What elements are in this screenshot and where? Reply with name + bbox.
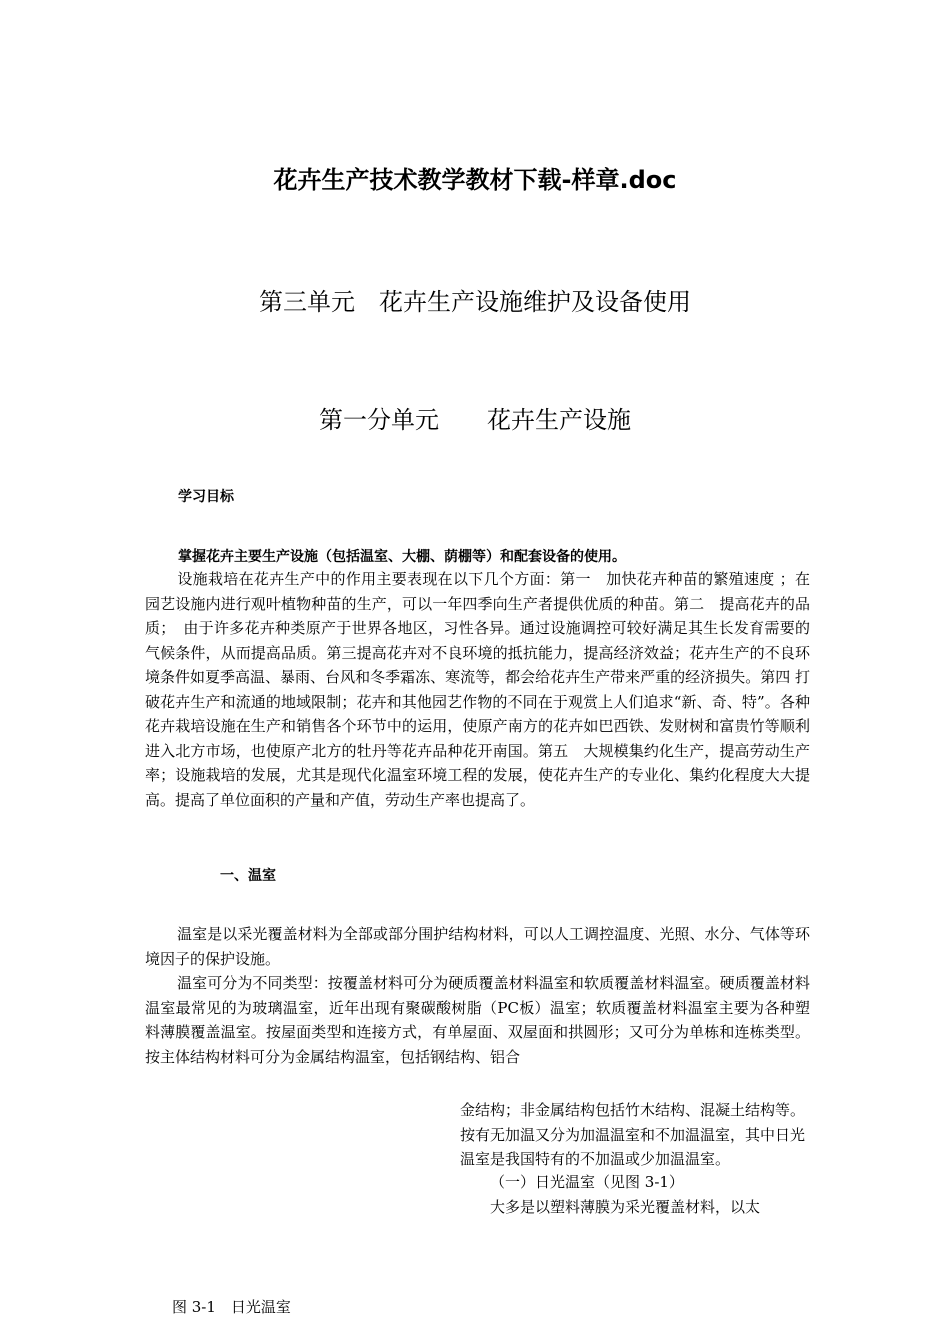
subsection-heading-solar-greenhouse: （一）日光温室（见图 3-1） <box>490 1173 684 1191</box>
unit-heading: 第三单元 花卉生产设施维护及设备使用 <box>259 288 691 316</box>
paragraph-solar-greenhouse: 大多是以塑料薄膜为采光覆盖材料，以太 <box>490 1198 761 1216</box>
subunit-heading: 第一分单元 花卉生产设施 <box>319 406 631 434</box>
paragraph-greenhouse-definition <box>145 922 810 971</box>
figure-caption: 图 3-1 日光温室 <box>172 1298 291 1316</box>
paragraph-text: 温室可分为不同类型：按覆盖材料可分为硬质覆盖材料温室和软质覆盖材料温室。硬质覆盖材料温室最常见的为玻璃温室，近年出现有聚碳酸树脂（PC板）温室；软质覆盖材料温室主要为各种塑料薄膜覆盖温室。按屋面类型和连接方式，有单屋面、双屋面和拱圆形；又可分为单栋和连栋类型。按主体结构材料可分为金属结构温室，包括钢结构、铝合 <box>145 974 810 1066</box>
paragraph-greenhouse-types-continued: 金结构；非金属结构包括竹木结构、混凝土结构等。按有无加温又分为加温温室和不加温温室，其中日光温室是我国特有的不加温或少加温温室。 <box>460 1101 806 1168</box>
paragraph-text: 温室是以采光覆盖材料为全部或部分围护结构材料，可以人工调控温度、光照、水分、气体等环境因子的保护设施。 <box>145 925 810 968</box>
paragraph-text: 设施栽培在花卉生产中的作用主要表现在以下几个方面：第一 加快花卉种苗的繁殖速度 ；在园艺设施内进行观叶植物种苗的生产，可以一年四季向生产者提供优质的种苗。第二 提高花卉的品质； 由于许多花卉种类原产于世界各地区，习性各异。通过设施调控可较好满足其生长发育需要的气候条件，从而提高品质。第三提高花卉对不良环境的抵抗能力，提高经济效益；花卉生产的不良环境条件如夏季高温、暴雨、台风和冬季霜冻、寒流等，都会给花卉生产带来严重的经济损失。第四 打破花卉生产和流通的地域限制；花卉和其他园艺作物的不同在于观赏上人们追求“新、奇、特”。各种花卉栽培设施在生产和销售各个环节中的运用，使原产南方的花卉如巴西铁、发财树和富贵竹等顺利进入北方市场，也使原产北方的牡丹等花卉品种花开南国。第五 大规模集约化生产，提高劳动生产率；设施栽培的发展，尤其是现代化温室环境工程的发展，使花卉生产的专业化、集约化程度大大提高。提高了单位面积的产量和产值，劳动生产率也提高了。 <box>145 570 810 809</box>
paragraph-facility-roles <box>145 567 810 812</box>
section-heading-greenhouse: 一、温室 <box>220 868 276 884</box>
learning-goal-label: 学习目标 <box>178 489 234 505</box>
paragraph-greenhouse-types <box>145 971 810 1069</box>
document-title: 花卉生产技术教学教材下载-样章.doc <box>273 166 677 194</box>
learning-goal-text: 掌握花卉主要生产设施（包括温室、大棚、荫棚等）和配套设备的使用。 <box>178 549 626 565</box>
